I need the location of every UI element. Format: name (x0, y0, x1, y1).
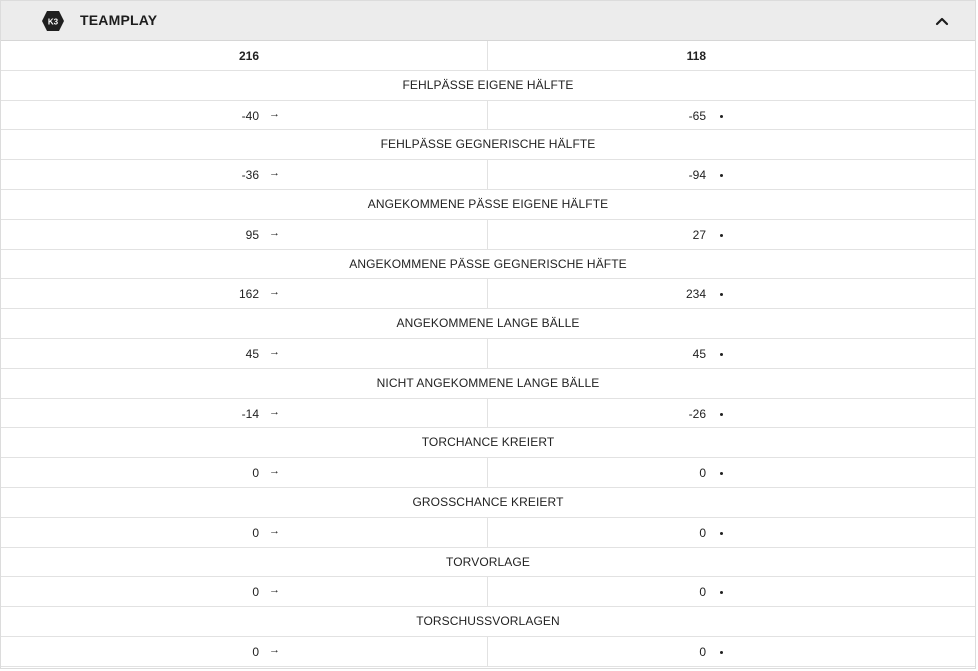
dot-icon (720, 115, 723, 118)
stat-label: FEHLPÄSSE GEGNERISCHE HÄLFTE (380, 137, 596, 152)
stat-values-row (1, 160, 975, 190)
section-header[interactable] (1, 1, 975, 41)
stat-values-row (1, 458, 975, 488)
left-cell (1, 399, 488, 428)
right-cell (488, 637, 975, 666)
right-cell (488, 41, 975, 70)
left-cell (1, 160, 488, 189)
arrow-right-icon: → (269, 643, 280, 656)
dot-icon (720, 472, 723, 475)
stat-values-row (1, 637, 975, 667)
dot-icon (720, 532, 723, 535)
badge-text: K3 (47, 17, 59, 27)
dot-icon (720, 174, 723, 177)
right-value: 0 (699, 466, 706, 481)
right-cell (488, 220, 975, 249)
right-cell (488, 399, 975, 428)
left-cell (1, 458, 488, 487)
right-cell (488, 577, 975, 606)
stat-label: TORVORLAGE (446, 554, 530, 569)
stat-values-row (1, 101, 975, 131)
left-value: -40 (241, 108, 259, 123)
right-value: 27 (692, 227, 706, 242)
right-cell (488, 279, 975, 308)
section-title: TEAMPLAY (80, 12, 158, 28)
right-cell (488, 518, 975, 547)
stat-label: NICHT ANGEKOMMENE LANGE BÄLLE (376, 375, 600, 390)
arrow-right-icon: → (269, 167, 280, 180)
right-value: 0 (699, 525, 706, 540)
stat-values-row (1, 577, 975, 607)
left-cell (1, 339, 488, 368)
stat-label-row (1, 309, 975, 339)
left-value: 216 (238, 49, 259, 63)
left-cell (1, 41, 488, 70)
left-cell (1, 518, 488, 547)
left-value: 0 (252, 585, 259, 600)
left-value: 0 (252, 525, 259, 540)
stat-label: ANGEKOMMENE LANGE BÄLLE (396, 316, 580, 331)
arrow-right-icon: → (269, 465, 280, 478)
arrow-right-icon: → (269, 226, 280, 239)
right-value: 0 (699, 644, 706, 659)
left-value: 162 (238, 287, 259, 302)
stat-label-row (1, 548, 975, 578)
stat-label: ANGEKOMMENE PÄSSE GEGNERISCHE HÄFTE (349, 256, 627, 271)
right-value: 45 (692, 346, 706, 361)
left-cell (1, 577, 488, 606)
arrow-right-icon: → (269, 107, 280, 120)
stat-label-row (1, 369, 975, 399)
arrow-right-icon: → (269, 345, 280, 358)
dot-icon (720, 591, 723, 594)
stat-values-row (1, 279, 975, 309)
left-cell (1, 220, 488, 249)
dot-icon (720, 413, 723, 416)
right-cell (488, 160, 975, 189)
left-value: 0 (252, 644, 259, 659)
left-cell (1, 279, 488, 308)
stat-values-row (1, 399, 975, 429)
arrow-right-icon: → (269, 524, 280, 537)
stat-values-row (1, 518, 975, 548)
left-cell (1, 637, 488, 666)
stat-label-row (1, 428, 975, 458)
left-value: 95 (245, 227, 259, 242)
stats-table (1, 41, 975, 667)
stat-values-row (1, 339, 975, 369)
left-value: -14 (241, 406, 259, 421)
right-cell (488, 101, 975, 130)
stat-label-row (1, 607, 975, 637)
chevron-up-icon[interactable] (933, 12, 951, 30)
dot-icon (720, 353, 723, 356)
stat-label-row (1, 488, 975, 518)
right-value: -65 (688, 108, 706, 123)
arrow-right-icon: → (269, 286, 280, 299)
top-values-row (1, 41, 975, 71)
right-value: -26 (688, 406, 706, 421)
stat-label: GROSSCHANCE KREIERT (412, 494, 564, 509)
right-value: 234 (685, 287, 706, 302)
dot-icon (720, 293, 723, 296)
left-value: 0 (252, 466, 259, 481)
stat-label-row (1, 130, 975, 160)
dot-icon (720, 651, 723, 654)
stat-label: ANGEKOMMENE PÄSSE EIGENE HÄLFTE (367, 196, 609, 211)
arrow-right-icon: → (269, 584, 280, 597)
stat-label: TORCHANCE KREIERT (421, 435, 555, 450)
right-value: -94 (688, 168, 706, 183)
stat-label-row (1, 71, 975, 101)
left-value: -36 (241, 168, 259, 183)
arrow-right-icon: → (269, 405, 280, 418)
right-cell (488, 339, 975, 368)
right-value: 118 (686, 49, 706, 63)
stat-values-row (1, 220, 975, 250)
left-value: 45 (245, 346, 259, 361)
stat-label: TORSCHUSSVORLAGEN (416, 614, 560, 629)
right-value: 0 (699, 585, 706, 600)
stat-label: FEHLPÄSSE EIGENE HÄLFTE (402, 77, 574, 92)
left-cell (1, 101, 488, 130)
stat-label-row (1, 250, 975, 280)
stat-label-row (1, 190, 975, 220)
dot-icon (720, 234, 723, 237)
right-cell (488, 458, 975, 487)
hexagon-badge-icon (41, 10, 65, 32)
